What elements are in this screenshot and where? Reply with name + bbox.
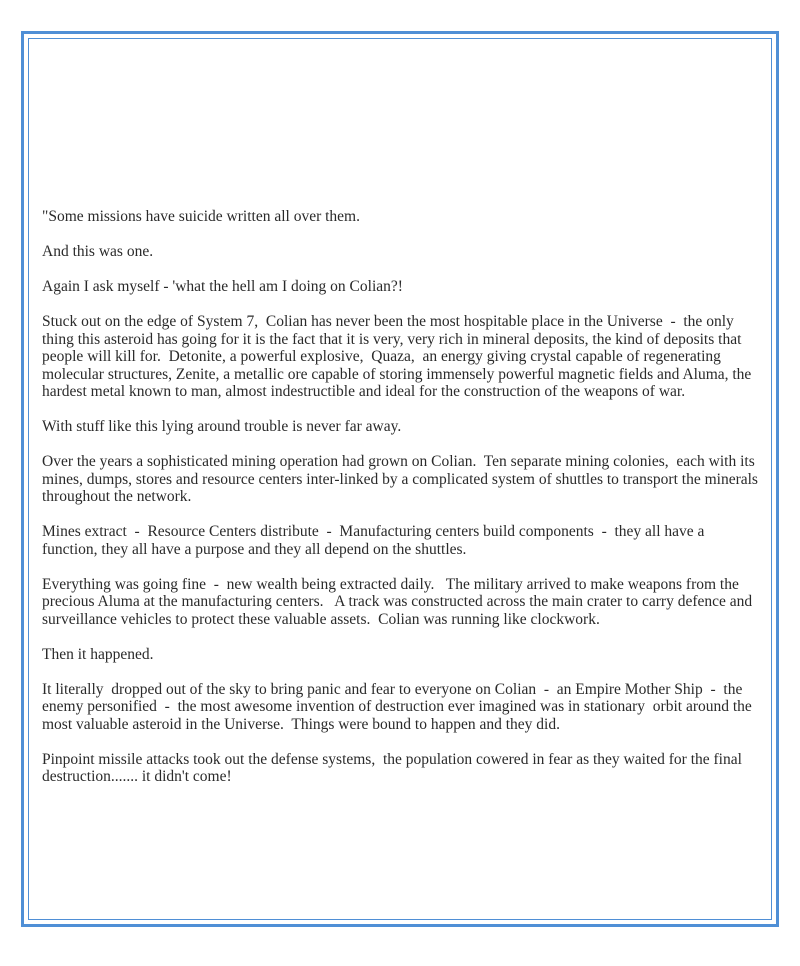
paragraph-4: Stuck out on the edge of System 7, Colian has never been the most hospitable place in the Universe - the only thing this asteroid has going for it is the fact that it is very, very rich in mineral deposits, the kind of deposits that people will kill for. Detonite, a powerful explosive, Quaza, an energy giving crystal capable of regenerating molecular structures, Zenite, a metallic ore capable of storing immensely powerful magnetic fields and Aluma, the hardest metal known to man, almost indestructible and ideal for the construction of the weapons of war. xyxy=(42,313,756,400)
paragraph-5: With stuff like this lying around trouble is never far away. xyxy=(42,418,402,435)
paragraph-7: Mines extract - Resource Centers distribute - Manufacturing centers build components - they all have a function, they all have a purpose and they all depend on the shuttles. xyxy=(42,523,709,558)
story-text xyxy=(42,208,762,786)
paragraph-3: Again I ask myself - 'what the hell am I doing on Colian?! xyxy=(42,278,403,295)
paragraph-6: Over the years a sophisticated mining operation had grown on Colian. Ten separate mining colonies, each with its mines, dumps, stores and resource centers inter-linked by a complicated system of shuttles to transport the minerals throughout the network. xyxy=(42,453,762,505)
paragraph-1: "Some missions have suicide written all over them. xyxy=(42,208,360,225)
paragraph-9: Then it happened. xyxy=(42,645,154,663)
paragraph-8: Everything was going fine - new wealth being extracted daily. The military arrived to make weapons from the precious Aluma at the manufacturing centers. A track was constructed across the main crater to carry defence and surveillance vehicles to protect these valuable assets. Colian was running like clockwork. xyxy=(42,575,756,628)
paragraph-11: Pinpoint missile attacks took out the defense systems, the population cowered in fear as they waited for the final destruction....... it didn't come! xyxy=(42,750,746,785)
paragraph-2: And this was one. xyxy=(42,243,154,260)
paragraph-10: It literally dropped out of the sky to bring panic and fear to everyone on Colian - an Empire Mother Ship - the enemy personified - the most awesome invention of destruction ever imagined was in stationary orbit around the most valuable asteroid in the Universe. Things were bound to happen and they did. xyxy=(42,680,756,733)
